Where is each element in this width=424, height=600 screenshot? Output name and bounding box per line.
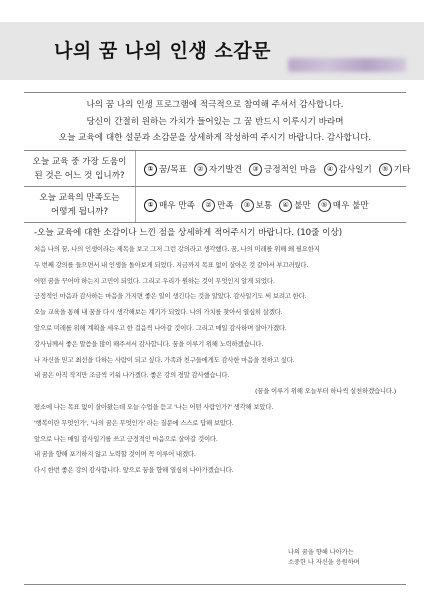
signature-line-2: 소중한 나 자신을 응원하며: [288, 559, 360, 566]
handwritten-line: 강사님께서 좋은 말씀을 많이 해주셔서 감사합니다. 꿈을 이루기 위해 노력하겠습니다.: [34, 339, 264, 348]
question-1-label-line1: 오늘 교육 중 가장 도움이: [32, 157, 127, 167]
handwritten-line: 긍정적인 마음과 감사하는 마음을 가지면 좋은 일이 생긴다는 것을 알았다. 감사일기도 써 보려고 한다.: [34, 292, 307, 301]
handwritten-line: 두 번째 강의를 들으면서 내 인생을 돌아보게 되었다. 지금까지 목표 없이 살아온 것 같아서 부끄러웠다.: [34, 260, 309, 269]
handwritten-line: 내 꿈은 아직 작지만 조금씩 키워 나가겠다. 좋은 강의 정말 감사했습니다.: [34, 371, 230, 380]
handwritten-line: 내 꿈을 향해 포기하지 않고 노력할 것이며 꼭 이루어 내겠다.: [34, 450, 196, 459]
q1-option-2[interactable]: [194, 163, 242, 176]
question-2-label-line2: 어떻게 됩니까?: [50, 207, 109, 217]
intro-line-3: 오늘 교육에 대한 설문과 소감문을 상세하게 작성하여 주시기 바랍니다. 감사합니다.: [58, 133, 372, 143]
q1-option-4-label: 감사일기: [338, 164, 372, 175]
q1-option-2-label: 자기발견: [208, 164, 243, 175]
q2-option-1-label: 매우 만족: [159, 200, 195, 211]
signature-note: [288, 548, 398, 568]
q1-option-5-marker: ⑤: [379, 163, 392, 176]
q1-option-5[interactable]: [379, 163, 411, 176]
handwritten-line: 나 자신을 믿고 최선을 다하는 사람이 되고 싶다. 가족과 친구들에게도 감사한 마음을 전하고 싶다.: [34, 355, 295, 364]
question-2-label: [24, 187, 136, 223]
handwritten-line: (꿈을 이루기 위해 오늘부터 하나씩 실천하겠습니다.): [254, 387, 396, 396]
intro-line-2: 당신이 간절히 원하는 가치가 들어있는 그 꿈 반드시 이루시기 바라며: [86, 116, 344, 127]
q2-option-4-marker: ④: [279, 199, 292, 212]
handwritten-line: 앞으로 미래를 위해 계획을 세우고 한 걸음씩 나아갈 것이다. 그리고 매일 감사하며 살아가겠다.: [34, 323, 287, 332]
handwritten-line: 처음 나의 꿈, 나의 인생이라는 제목을 보고 그저 그런 강의라고 생각했다. 꿈, 나의 미래를 위해 왜 필요한지: [34, 245, 320, 253]
question-1-label: [24, 151, 136, 187]
intro-text: [24, 97, 406, 147]
q1-option-4[interactable]: [324, 163, 372, 176]
q2-option-3[interactable]: [241, 199, 273, 212]
question-2-options: [144, 187, 376, 223]
header-band: [0, 22, 424, 80]
question-2-row: [24, 186, 406, 223]
q1-option-3-label: 긍정적인 마음: [264, 164, 317, 175]
handwritten-line: 평소에 나는 목표 없이 살아왔는데 오늘 수업을 듣고 '나는 어떤 사람인가?' 생각해 보았다.: [34, 402, 274, 411]
page-title: 나의 꿈 나의 인생 소감문: [54, 40, 271, 62]
handwritten-line: '행복이란 무엇인가', '나의 꿈은 무엇인가' 라는 질문에 스스로 답해 보았다.: [34, 418, 234, 427]
handwritten-line: 앞으로 나는 매일 감사일기를 쓰고 긍정적인 마음으로 살아갈 것이다.: [34, 434, 218, 443]
q2-option-3-label: 보통: [255, 200, 273, 211]
q2-option-3-marker: ③: [241, 199, 254, 212]
handwritten-line: 어떤 꿈을 꾸어야 하는지 고민이 되었다. 그리고 우리가 원하는 것이 무엇인지 알게 되었다.: [34, 276, 275, 285]
q1-option-2-marker: ②: [194, 163, 207, 176]
question-1-label-line2: 된 것은 어느 것 입니까?: [34, 171, 125, 181]
q1-option-3-marker: ③: [249, 163, 262, 176]
q2-option-1[interactable]: [144, 199, 195, 212]
q2-option-5-marker: ⑤: [318, 199, 331, 212]
q1-option-3[interactable]: [249, 163, 317, 176]
redacted-name-blur: [288, 58, 406, 72]
q1-option-1[interactable]: [144, 163, 187, 176]
divider-bottom: [24, 584, 406, 585]
q2-option-1-marker: ①: [144, 199, 157, 212]
q2-option-2[interactable]: [202, 199, 234, 212]
question-1-row: [24, 150, 411, 187]
q2-option-2-label: 만족: [216, 200, 234, 211]
question-1-options: [144, 151, 417, 187]
q2-option-4[interactable]: [279, 199, 311, 212]
question-2-label-line1: 오늘 교육의 만족도는: [39, 193, 120, 203]
q2-option-2-marker: ②: [202, 199, 215, 212]
comment-prompt: -오늘 교육에 대한 소감이나 느낀 점을 상세하게 적어주시기 바랍니다. (10줄 이상): [34, 228, 343, 238]
handwritten-line: 오늘 교육을 통해 내 꿈을 다시 생각해보는 계기가 되었다. 나의 가치를 찾아서 열심히 살겠다.: [34, 308, 283, 317]
q2-option-5-label: 매우 불만: [332, 200, 369, 211]
q1-option-1-label: 꿈/목표: [159, 164, 187, 175]
signature-line-1: 나의 꿈을 향해 나아가는: [288, 549, 354, 556]
handwritten-comment-area[interactable]: [34, 242, 396, 479]
q1-option-4-marker: ④: [324, 163, 337, 176]
handwritten-line: 다시 한번 좋은 강의 감사합니다. 앞으로 꿈을 향해 열심히 나아가겠습니다.: [34, 466, 234, 475]
divider-middle: [24, 222, 406, 223]
q1-option-1-marker: ①: [144, 163, 157, 176]
q2-option-5[interactable]: [318, 199, 369, 212]
divider-top: [24, 92, 406, 93]
intro-line-1: 나의 꿈 나의 인생 프로그램에 적극적으로 참여해 주셔서 감사합니다.: [86, 100, 344, 110]
q1-option-5-label: 기타: [393, 164, 411, 175]
q2-option-4-label: 불만: [294, 200, 311, 211]
